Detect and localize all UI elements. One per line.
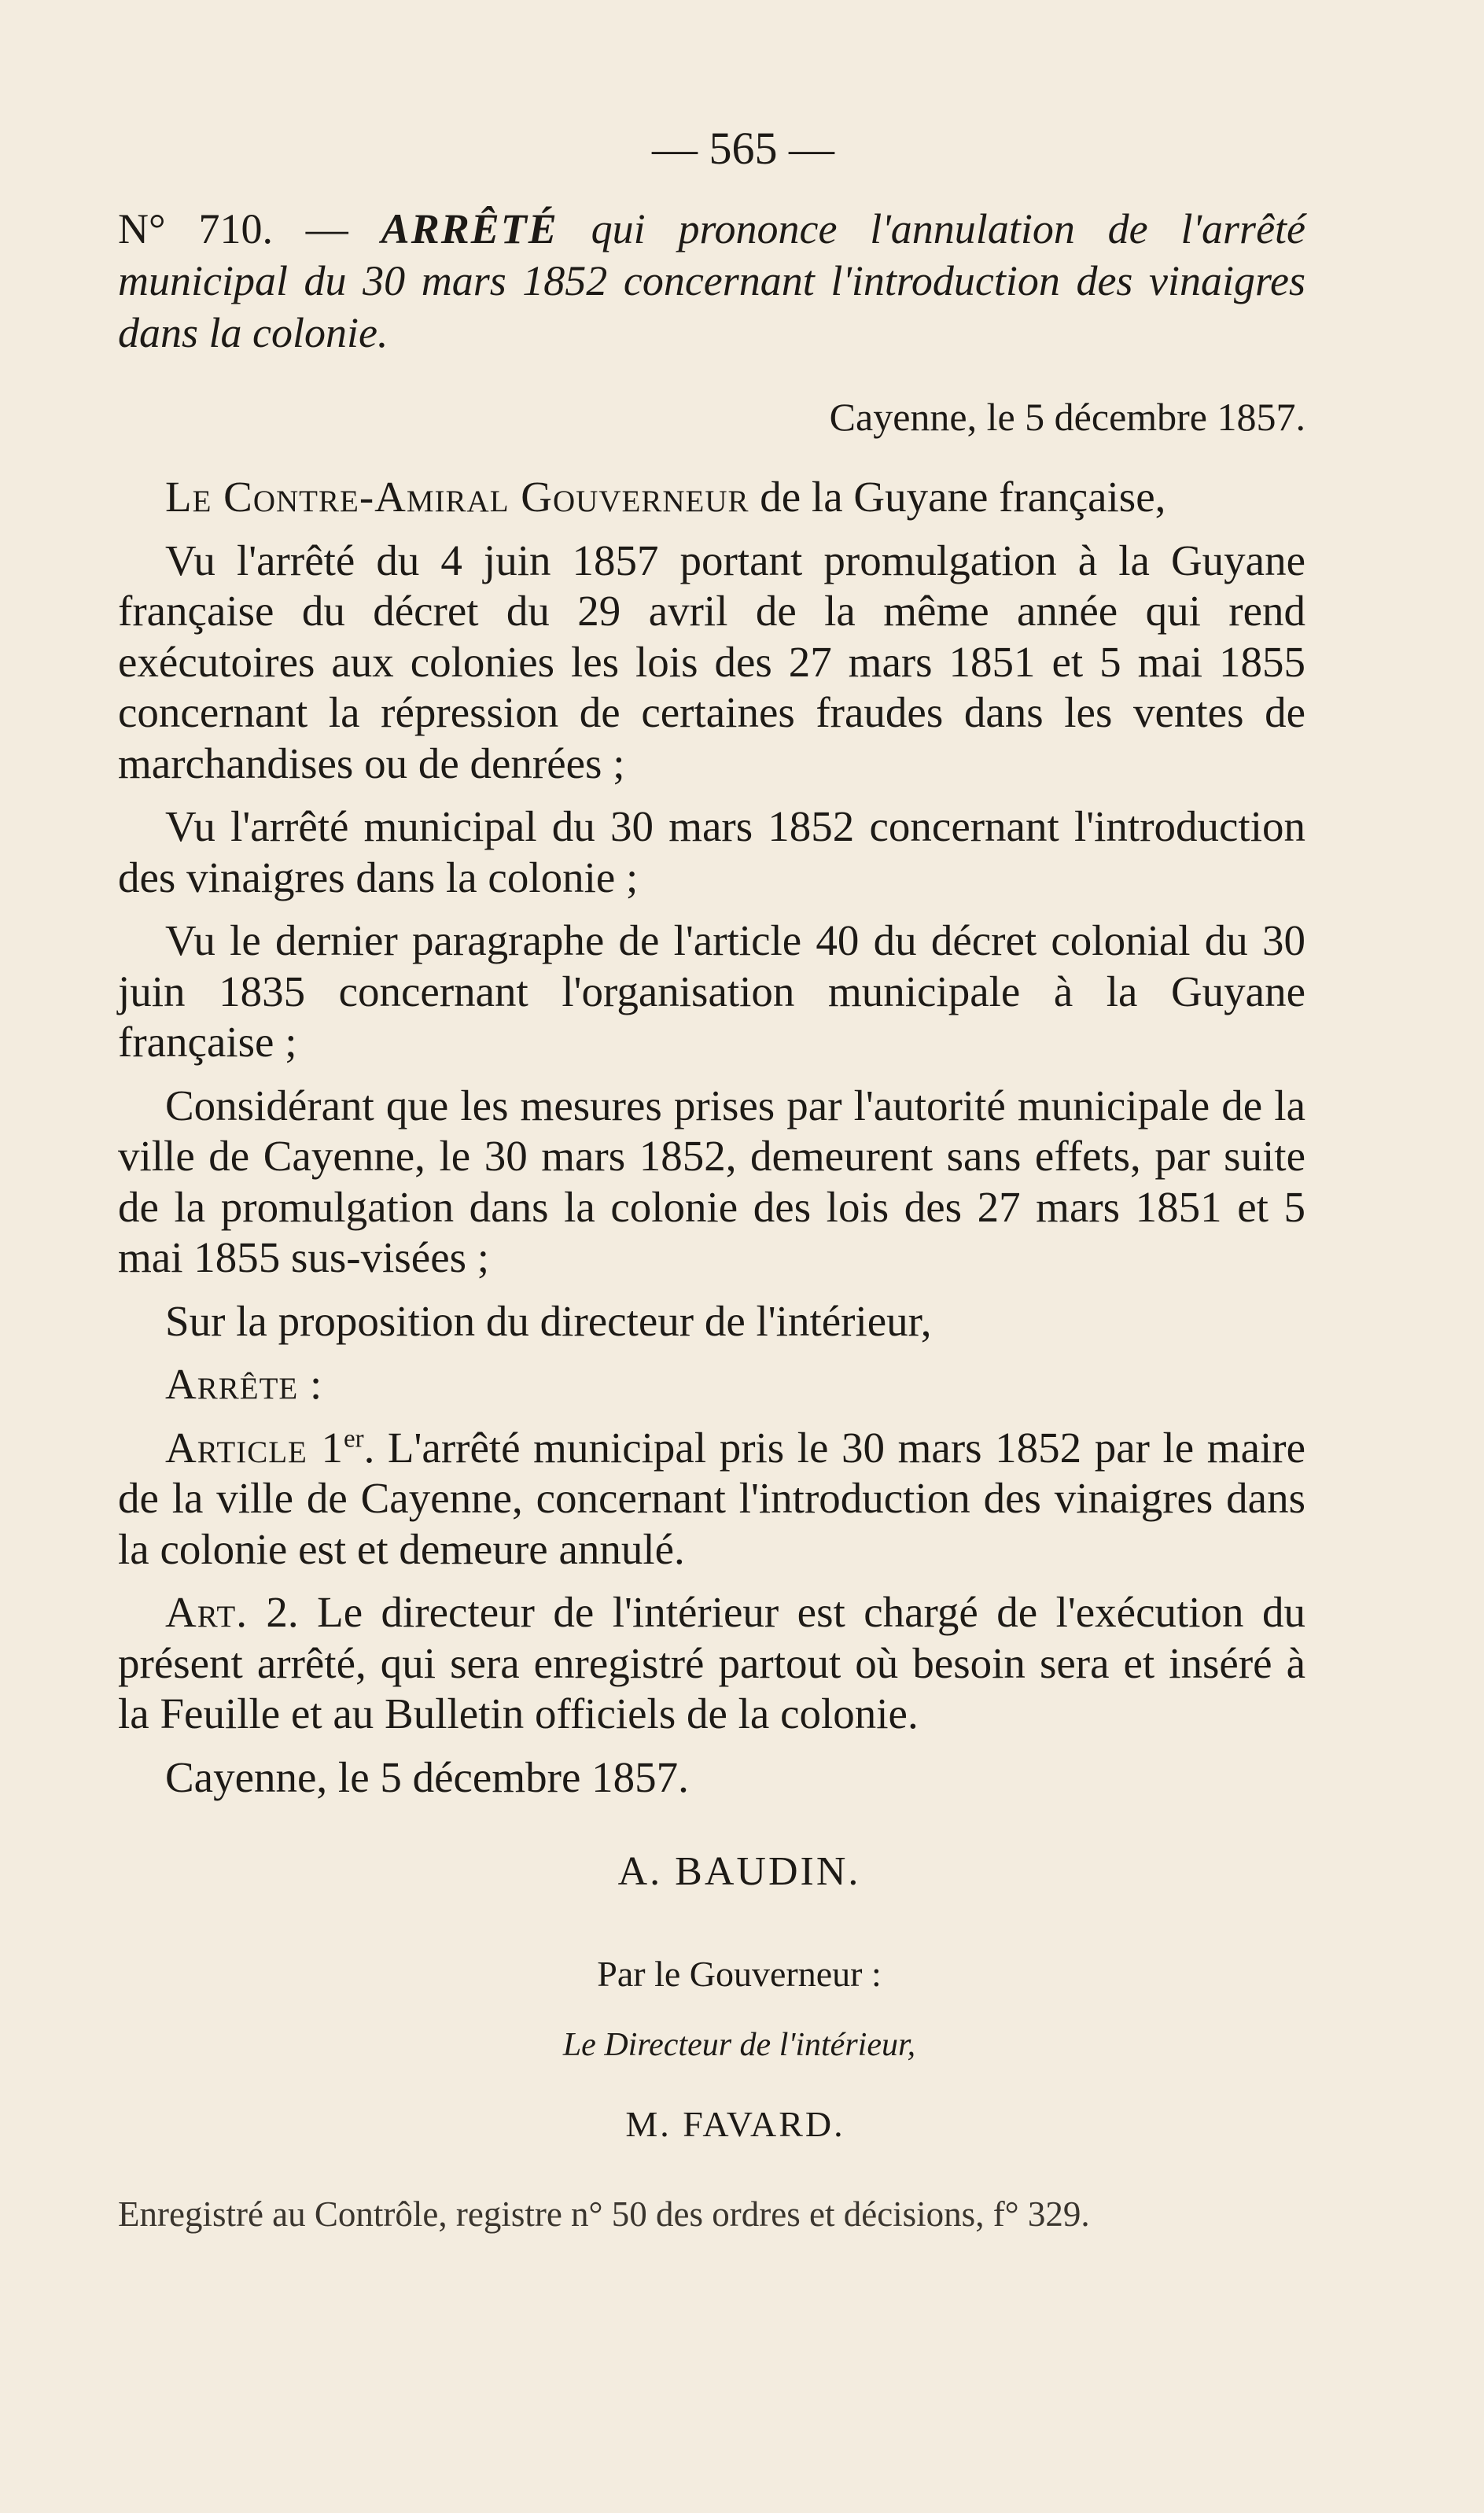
- intro-rest: de la Guyane française,: [749, 473, 1166, 521]
- article-2-text: 2. Le directeur de l'intérieur est chargé de l'exécution du présent arrêté, qui sera enregistré partout où besoin sera et inséré à la Feuille et au Bulletin officiels de la colonie.: [118, 1588, 1305, 1737]
- heading-text: qui prononce l'annulation de l'arrêté municipal du 30 mars 1852 concernant l'introduction des vinaigres dans la colonie.: [118, 205, 1306, 356]
- arrete-label-paragraph: [118, 1359, 1305, 1410]
- heading-dash: —: [272, 205, 381, 252]
- article-1: [118, 1423, 1305, 1575]
- act-number: N° 710.: [118, 205, 273, 252]
- closing-date: Cayenne, le 5 décembre 1857.: [165, 1752, 689, 1801]
- article-1-text: . L'arrêté municipal pris le 30 mars 1852 par le maire de la ville de Cayenne, concernant l'introduction des vinaigres dans la colonie est et demeure annulé.: [118, 1423, 1306, 1573]
- consideration-paragraph: Sur la proposition du directeur de l'intérieur,: [165, 1296, 932, 1345]
- consideration-paragraph: Vu le dernier paragraphe de l'article 40 du décret colonial du 30 juin 1835 concernant l'organisation municipale à la Guyane française ;: [118, 916, 1305, 1066]
- document-body: [118, 472, 1305, 1803]
- dateline: Cayenne, le 5 décembre 1857.: [829, 395, 1305, 439]
- consideration-paragraph: Considérant que les mesures prises par l'autorité municipale de la ville de Cayenne, le 30 mars 1852, demeurent sans effets, par suite de la promulgation dans la colonie des lois des 27 mars 1851 et 5 mai 1855 sus-visées ;: [118, 1081, 1305, 1281]
- registry-note: Enregistré au Contrôle, registre n° 50 des ordres et décisions, f° 329.: [118, 2194, 1090, 2234]
- act-heading: [118, 203, 1305, 359]
- article-2-label: Art.: [165, 1588, 248, 1636]
- article-1-label: Article 1: [165, 1423, 344, 1472]
- arrete-word: ARRÊTÉ: [381, 205, 558, 252]
- governor-signature: A. BAUDIN.: [617, 1849, 861, 1894]
- article-1-sup: er: [343, 1424, 364, 1454]
- signature-by: Par le Gouverneur :: [597, 1954, 882, 1994]
- governor-title: Le Contre-Amiral Gouverneur: [165, 473, 749, 521]
- arrete-label: Arrête :: [165, 1360, 323, 1408]
- consideration-paragraph: Vu l'arrêté municipal du 30 mars 1852 concernant l'introduction des vinaigres dans la colonie ;: [118, 802, 1305, 901]
- intro-paragraph: [118, 472, 1305, 523]
- director-signature: M. FAVARD.: [625, 2104, 845, 2144]
- consideration-paragraph: Vu l'arrêté du 4 juin 1857 portant promulgation à la Guyane française du décret du 29 avril de la même année qui rend exécutoires aux colonies les lois des 27 mars 1851 et 5 mai 1855 concernant la répression de certaines fraudes dans les ventes de marchandises ou de denrées ;: [118, 536, 1305, 787]
- article-2: [118, 1587, 1305, 1740]
- document-page: [118, 123, 1306, 2236]
- signature-role: Le Directeur de l'intérieur,: [562, 2027, 916, 2063]
- page-number: — 565 —: [652, 123, 834, 174]
